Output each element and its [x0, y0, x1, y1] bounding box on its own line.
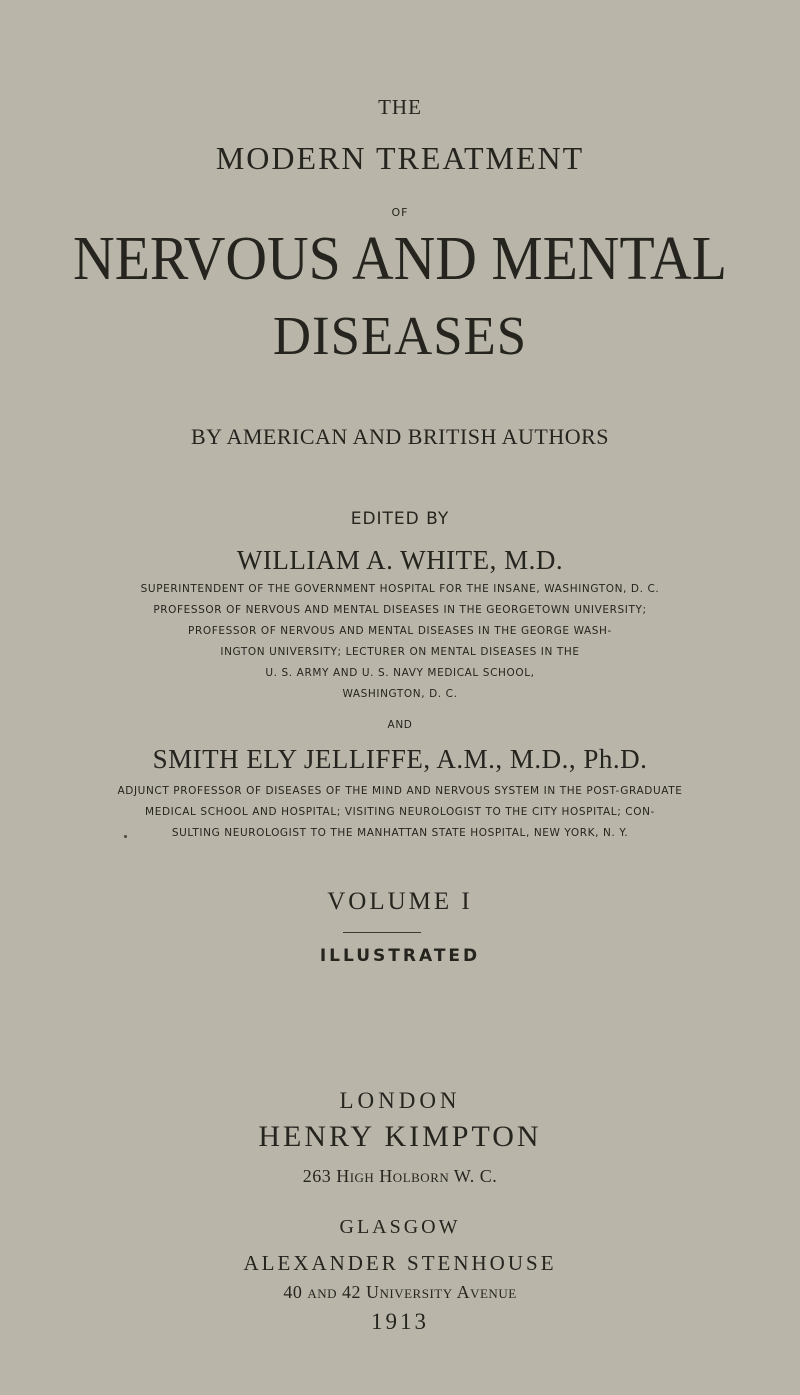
heading-the: THE	[378, 95, 422, 119]
editor2-credential-line: ADJUNCT PROFESSOR OF DISEASES OF THE MIND AND NERVOUS SYSTEM IN THE POST-GRADUATE	[117, 785, 683, 797]
publisher-city-london: LONDON	[339, 1088, 461, 1113]
editor1-credential-line: PROFESSOR OF NERVOUS AND MENTAL DISEASES IN THE GEORGE WASH-	[188, 625, 612, 637]
volume-label: VOLUME I	[327, 888, 473, 915]
short-divider	[343, 932, 421, 933]
heading-authors: BY AMERICAN AND BRITISH AUTHORS	[190, 424, 610, 449]
heading-diseases: DISEASES	[272, 305, 528, 366]
publisher1-address: 263 High Holborn W. C.	[302, 1166, 498, 1186]
editor1-credential-line: INGTON UNIVERSITY; LECTURER ON MENTAL DISEASES IN THE	[220, 646, 580, 658]
publisher2-address: 40 and 42 University Avenue	[283, 1282, 517, 1302]
stray-mark	[124, 835, 127, 838]
publisher-alexander-stenhouse: ALEXANDER STENHOUSE	[243, 1251, 557, 1275]
editor2-credential-line: MEDICAL SCHOOL AND HOSPITAL; VISITING NEUROLOGIST TO THE CITY HOSPITAL; CON-	[145, 806, 655, 818]
editor2-credential-line: SULTING NEUROLOGIST TO THE MANHATTAN STATE HOSPITAL, NEW YORK, N. Y.	[171, 827, 629, 839]
editor1-credential-line: SUPERINTENDENT OF THE GOVERNMENT HOSPITAL FOR THE INSANE, WASHINGTON, D. C.	[140, 583, 660, 595]
publisher-city-glasgow: GLASGOW	[339, 1216, 461, 1238]
illustrated-label: ILLUSTRATED	[319, 946, 481, 966]
editor1-name: WILLIAM A. WHITE, M.D.	[236, 545, 564, 575]
heading-nervous-and-mental: NERVOUS AND MENTAL	[73, 225, 727, 293]
editor1-credential-line: WASHINGTON, D. C.	[342, 688, 458, 700]
editor2-name: SMITH ELY JELLIFFE, A.M., M.D., Ph.D.	[152, 744, 648, 774]
edited-by: EDITED BY	[350, 509, 450, 529]
heading-of: OF	[391, 206, 409, 219]
editor1-credential-line: PROFESSOR OF NERVOUS AND MENTAL DISEASES IN THE GEORGETOWN UNIVERSITY;	[153, 604, 647, 616]
editor1-credential-line: U. S. ARMY AND U. S. NAVY MEDICAL SCHOOL,	[265, 667, 535, 679]
heading-modern-treatment: MODERN TREATMENT	[215, 140, 585, 176]
and-separator: AND	[387, 719, 413, 731]
publisher-henry-kimpton: HENRY KIMPTON	[258, 1120, 542, 1153]
publication-year: 1913	[371, 1309, 429, 1334]
